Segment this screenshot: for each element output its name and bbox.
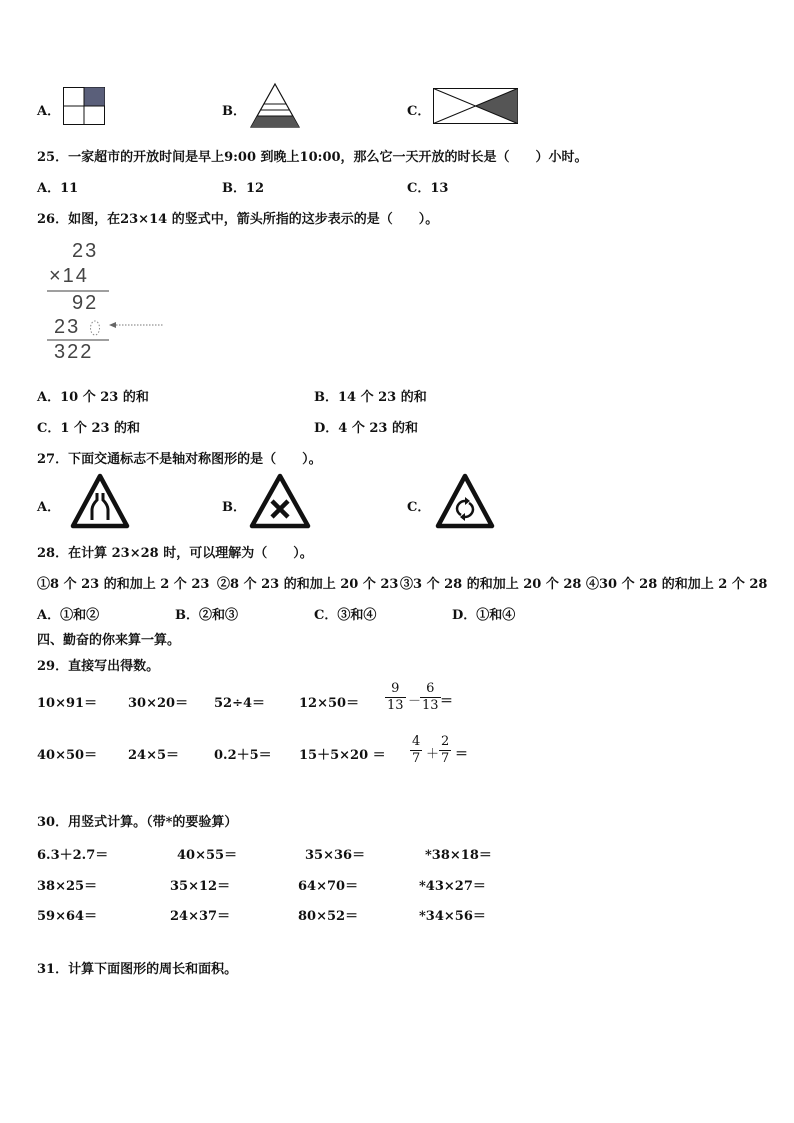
rectangle-bowtie-icon <box>433 88 518 124</box>
q28-question: 28．在计算 23×28 时，可以理解为（ ）。 <box>37 546 313 561</box>
q26-question: 26．如图，在23×14 的竖式中，箭头所指的这步表示的是（ ）。 <box>37 212 439 227</box>
q29-r1-item-4: 12×50＝ <box>299 696 360 711</box>
q28-item-2: ②8 个 23 的和加上 20 个 23 <box>217 577 399 592</box>
striped-triangle-icon <box>250 83 300 128</box>
q30-r3-item-2: 24×37＝ <box>170 909 231 924</box>
q29-r1-item-3: 52÷4＝ <box>214 696 266 711</box>
q30-r3-item-1: 59×64＝ <box>37 909 98 924</box>
q28-option-a[interactable]: A．①和② <box>37 608 100 623</box>
dotted-arrow-icon <box>109 320 163 330</box>
vertical-row-multiplier: ×14 <box>49 265 89 287</box>
q30-r2-item-4: *43×27＝ <box>419 879 486 894</box>
q30-r2-item-2: 35×12＝ <box>170 879 231 894</box>
q30-r2-item-1: 38×25＝ <box>37 879 98 894</box>
fraction-9-13: $\frac{9}{13}$ <box>387 681 404 713</box>
q31-question: 31．计算下面图形的周长和面积。 <box>37 962 238 977</box>
q27-option-a-label[interactable]: A． <box>37 500 61 515</box>
q25-option-b[interactable]: B．12 <box>222 181 265 196</box>
q29-r2-item-2: 24×5＝ <box>128 748 180 763</box>
q28-option-b[interactable]: B．②和③ <box>175 608 238 623</box>
vertical-row-partial-1: 92 <box>72 292 99 314</box>
q25-option-c[interactable]: C．13 <box>407 181 449 196</box>
road-narrows-sign-icon <box>70 473 130 529</box>
section-4-title: 四、勤奋的你来算一算。 <box>37 633 181 648</box>
q29-question: 29．直接写出得数。 <box>37 659 160 674</box>
q27-question: 27．下面交通标志不是轴对称图形的是（ ）。 <box>37 452 322 467</box>
q29-r2-item-3: 0.2＋5＝ <box>214 748 272 763</box>
q29-r1-item-2: 30×20＝ <box>128 696 189 711</box>
q28-option-d[interactable]: D．①和④ <box>452 608 516 623</box>
q25-question: 25．一家超市的开放时间是早上9:00 到晚上10:00，那么它一天开放的时长是（ ）小时。 <box>37 150 588 165</box>
q30-r1-item-4: *38×18＝ <box>425 848 492 863</box>
square-grid-shaded-corner-icon <box>63 87 105 125</box>
q27-option-c-label[interactable]: C． <box>407 500 431 515</box>
q29-r1-item-1: 10×91＝ <box>37 696 98 711</box>
q26-option-c[interactable]: C．1 个 23 的和 <box>37 421 141 436</box>
q30-r1-item-2: 40×55＝ <box>177 848 238 863</box>
q26-option-b[interactable]: B．14 个 23 的和 <box>314 390 427 405</box>
q30-r3-item-4: *34×56＝ <box>419 909 486 924</box>
fraction-4-7: $\frac{4}{7}$ <box>412 734 421 766</box>
vertical-row-partial-2: 23 <box>54 316 81 338</box>
q24-option-c-label[interactable]: C． <box>407 104 431 119</box>
q24-option-b-label[interactable]: B． <box>222 104 246 119</box>
q29-r2-item-4: 15＋5×20 ＝ <box>299 748 386 763</box>
q28-item-4: ④30 个 28 的和加上 2 个 28 <box>586 577 768 592</box>
fraction-6-13: $\frac{6}{13}$ <box>422 681 439 713</box>
q28-option-c[interactable]: C．③和④ <box>314 608 377 623</box>
q28-item-1: ①8 个 23 的和加上 2 个 23 <box>37 577 210 592</box>
fraction-equals: ＝ <box>440 694 454 709</box>
q29-r2-item-1: 40×50＝ <box>37 748 98 763</box>
q24-option-a-label[interactable]: A． <box>37 104 61 119</box>
q27-option-b-label[interactable]: B． <box>222 500 246 515</box>
q30-r3-item-3: 80×52＝ <box>298 909 359 924</box>
crossroads-x-sign-icon <box>249 473 311 529</box>
fraction-equals: ＝ <box>455 747 469 762</box>
q28-item-3: ③3 个 28 的和加上 20 个 28 <box>400 577 582 592</box>
q25-option-a[interactable]: A．11 <box>37 181 79 196</box>
dotted-zero-placeholder-icon <box>89 319 101 337</box>
roundabout-sign-icon <box>435 473 495 529</box>
q30-r2-item-3: 64×70＝ <box>298 879 359 894</box>
q26-option-d[interactable]: D．4 个 23 的和 <box>314 421 418 436</box>
fraction-operator: ＋ <box>426 747 440 762</box>
q30-r1-item-1: 6.3＋2.7＝ <box>37 848 109 863</box>
fraction-2-7: $\frac{2}{7}$ <box>441 734 450 766</box>
q30-r1-item-3: 35×36＝ <box>305 848 366 863</box>
q26-option-a[interactable]: A．10 个 23 的和 <box>37 390 149 405</box>
vertical-row-product: 322 <box>54 341 94 363</box>
vertical-row-multiplicand: 23 <box>72 240 99 262</box>
q30-question: 30．用竖式计算。（带*的要验算） <box>37 815 238 830</box>
fraction-operator: － <box>408 694 422 709</box>
